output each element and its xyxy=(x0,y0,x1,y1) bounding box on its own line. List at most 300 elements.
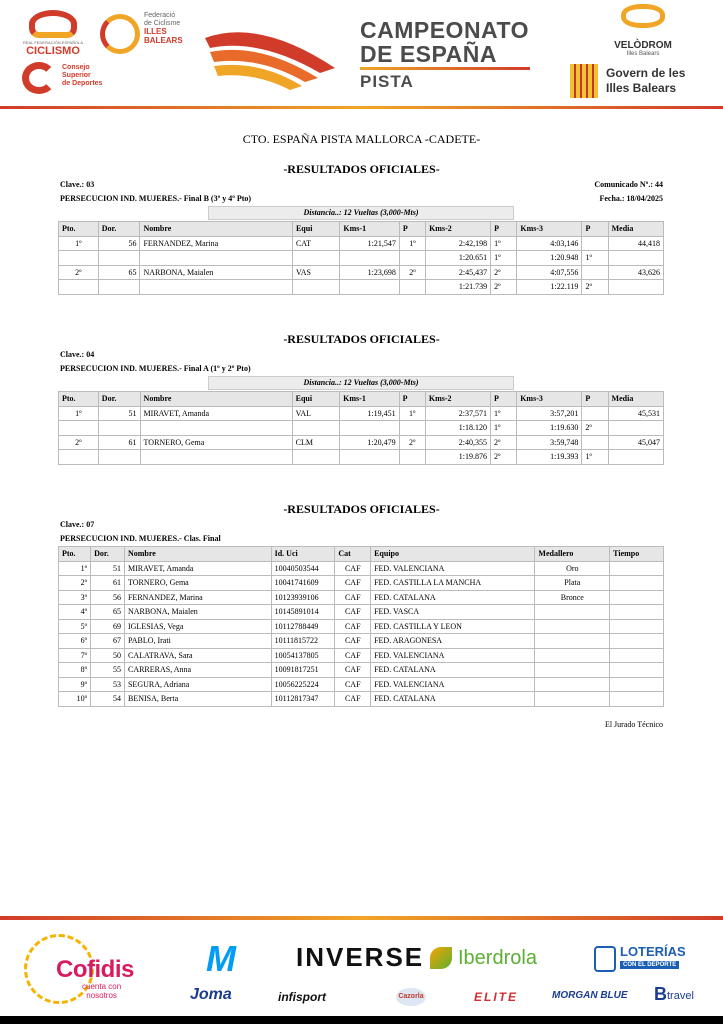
table-row xyxy=(59,265,664,280)
table-cell: 10054137805 xyxy=(271,648,335,663)
table-cell xyxy=(608,280,663,295)
table-cell: 8º xyxy=(59,663,91,678)
table-cell: 55 xyxy=(91,663,125,678)
table-cell: 3º xyxy=(59,590,91,605)
table-cell xyxy=(582,435,608,450)
col-kms2: Kms-2 xyxy=(425,392,490,407)
table-cell: 1:20.651 xyxy=(426,251,491,266)
table-cell: 45,047 xyxy=(608,435,663,450)
table-cell: 51 xyxy=(98,406,140,421)
csd-mark-icon xyxy=(22,62,56,94)
col-media: Media xyxy=(608,222,663,237)
table-cell xyxy=(140,450,292,465)
section3-event: PERSECUCION IND. MUJERES.- Clas. Final xyxy=(60,534,221,543)
fcib-logo xyxy=(100,10,183,60)
rfec-logo xyxy=(18,10,88,62)
col-kms3: Kms-3 xyxy=(517,392,582,407)
table-cell: IGLESIAS, Vega xyxy=(124,619,271,634)
infisport-logo: infisport xyxy=(278,990,326,1004)
table-cell: FED. CASTILLA LA MANCHA xyxy=(371,576,535,591)
col-pto: Pto. xyxy=(59,222,99,237)
table-cell: FERNANDEZ, Marina xyxy=(140,236,292,251)
section3-rows xyxy=(59,561,664,706)
table-cell: NARBONA, Maialen xyxy=(124,605,271,620)
table-cell: CAF xyxy=(335,648,371,663)
table-cell: CLM xyxy=(292,435,340,450)
velodrom-knot-icon xyxy=(621,4,665,28)
table-cell: 4:03,146 xyxy=(517,236,582,251)
table-cell xyxy=(59,450,99,465)
iberdrola-leaf-icon xyxy=(430,947,452,969)
table-cell: 2º xyxy=(582,421,608,436)
table-cell: 1º xyxy=(491,236,517,251)
section3-heading: -RESULTADOS OFICIALES- xyxy=(283,502,440,516)
table-cell xyxy=(399,280,425,295)
championship-wing-icon xyxy=(200,18,340,98)
morgan-blue-logo: MORGAN BLUE xyxy=(552,990,628,1001)
table-cell xyxy=(140,280,292,295)
col-media: Media xyxy=(608,392,663,407)
table-cell: 1º xyxy=(399,236,425,251)
col-nombre: Nombre xyxy=(140,392,292,407)
inverse-logo: INVERSE xyxy=(296,942,425,972)
col-pto: Pto. xyxy=(59,547,91,562)
table-cell: CAT xyxy=(292,236,339,251)
btravel-name: travel xyxy=(667,990,694,1002)
table-cell: 1:20.948 xyxy=(517,251,582,266)
table-cell xyxy=(292,450,340,465)
table-cell: 1:21.739 xyxy=(426,280,491,295)
document-title: CTO. ESPAÑA PISTA MALLORCA -CADETE- xyxy=(242,132,481,146)
table-cell: 10112788449 xyxy=(271,619,335,634)
cofidis-slogan-2: nosotros xyxy=(86,991,117,1000)
table-cell xyxy=(610,576,664,591)
table-cell: CAF xyxy=(335,619,371,634)
table-cell: 2º xyxy=(399,435,425,450)
table-cell: 2:40,355 xyxy=(425,435,490,450)
table-cell xyxy=(340,450,399,465)
table-cell: 54 xyxy=(91,692,125,707)
table-row xyxy=(59,280,664,295)
table-cell xyxy=(399,450,425,465)
govern-logo xyxy=(570,62,700,102)
table-cell: 1º xyxy=(582,251,608,266)
table-cell: CAF xyxy=(335,576,371,591)
col-kms1: Kms-1 xyxy=(340,392,399,407)
govern-line-2: Illes Balears xyxy=(606,81,677,95)
table-cell xyxy=(340,280,399,295)
table-cell: 45,531 xyxy=(608,406,663,421)
table-header-row xyxy=(59,392,664,407)
table-cell xyxy=(59,251,99,266)
col-p1: P xyxy=(399,392,425,407)
table-cell: 1º xyxy=(399,406,425,421)
col-id-uci: Id. Uci xyxy=(271,547,335,562)
table-cell xyxy=(610,605,664,620)
table-header-row xyxy=(59,547,664,562)
championship-title xyxy=(360,18,560,93)
col-p2: P xyxy=(491,222,517,237)
table-header-row xyxy=(59,222,664,237)
csd-line-1: Consejo xyxy=(62,64,90,71)
table-cell: 10040503544 xyxy=(271,561,335,576)
fcib-ring-icon xyxy=(100,14,140,54)
table-cell: FED. CASTILLA Y LEON xyxy=(371,619,535,634)
table-cell: 7º xyxy=(59,648,91,663)
col-dor: Dor. xyxy=(98,392,140,407)
table-cell: 56 xyxy=(98,236,140,251)
bottom-bar xyxy=(0,1016,723,1024)
table-row xyxy=(59,590,664,605)
table-cell xyxy=(98,280,140,295)
page-header xyxy=(0,0,723,110)
footer-divider xyxy=(0,916,723,920)
table-cell: 1:20,479 xyxy=(340,435,399,450)
rfec-name: CICLISMO xyxy=(26,45,80,57)
header-divider xyxy=(0,106,723,109)
table-cell: VAS xyxy=(292,265,339,280)
col-nombre: Nombre xyxy=(140,222,292,237)
velodrom-name: VELÒDROM xyxy=(614,40,672,51)
table-cell: Plata xyxy=(535,576,610,591)
table-cell xyxy=(535,648,610,663)
table-cell: 1:21,547 xyxy=(340,236,399,251)
col-medallero: Medallero xyxy=(535,547,610,562)
table-row xyxy=(59,421,664,436)
govern-line-1: Govern de les xyxy=(606,66,686,80)
iberdrola-name: Iberdrola xyxy=(458,947,537,969)
section3-table xyxy=(58,546,664,707)
table-cell: FED. ARAGONESA xyxy=(371,634,535,649)
col-kms3: Kms-3 xyxy=(517,222,582,237)
table-cell: SEGURA, Adriana xyxy=(124,677,271,692)
table-cell: CAF xyxy=(335,590,371,605)
table-cell: CAF xyxy=(335,561,371,576)
table-cell: FED. VALENCIANA xyxy=(371,648,535,663)
champ-line-1: CAMPEONATO xyxy=(360,17,529,43)
table-cell xyxy=(582,406,608,421)
table-cell: 5º xyxy=(59,619,91,634)
table-cell xyxy=(610,677,664,692)
table-cell: 2º xyxy=(582,280,608,295)
table-cell: 9º xyxy=(59,677,91,692)
table-row xyxy=(59,605,664,620)
section1-distance: Distancia..: 12 Vueltas (3,000-Mts) xyxy=(208,206,514,220)
loterias-logo xyxy=(594,944,694,976)
col-dor: Dor. xyxy=(91,547,125,562)
elite-logo: ELITE xyxy=(474,990,519,1004)
table-cell xyxy=(399,421,425,436)
col-p3: P xyxy=(582,392,608,407)
table-cell: CAF xyxy=(335,634,371,649)
csd-line-3: de Deportes xyxy=(62,80,103,87)
col-pto: Pto. xyxy=(59,392,99,407)
table-cell xyxy=(59,280,99,295)
table-cell: 2º xyxy=(59,265,99,280)
table-cell: 1:19.393 xyxy=(517,450,582,465)
section1-comunicado: Comunicado Nº.: 44 xyxy=(594,180,663,189)
table-cell: 1º xyxy=(582,450,608,465)
table-cell: 10145891014 xyxy=(271,605,335,620)
fcib-text xyxy=(144,12,183,46)
table-cell xyxy=(610,561,664,576)
table-cell: 10º xyxy=(59,692,91,707)
table-row xyxy=(59,251,664,266)
table-cell xyxy=(535,692,610,707)
table-cell xyxy=(582,236,608,251)
table-cell xyxy=(399,251,425,266)
table-cell: 2º xyxy=(59,435,99,450)
section2-table xyxy=(58,391,664,465)
table-cell: NARBONA, Maialen xyxy=(140,265,292,280)
col-p1: P xyxy=(399,222,425,237)
champ-line-3: PISTA xyxy=(360,72,414,91)
table-cell: 1:19.876 xyxy=(425,450,490,465)
loterias-sub: CON EL DEPORTE xyxy=(620,961,679,969)
table-cell: 50 xyxy=(91,648,125,663)
table-row xyxy=(59,677,664,692)
col-tiempo: Tiempo xyxy=(610,547,664,562)
table-row xyxy=(59,576,664,591)
table-cell xyxy=(98,421,140,436)
rfec-mark-icon xyxy=(29,10,77,38)
section1-clave: Clave.: 03 xyxy=(60,180,95,189)
table-cell: CARRERAS, Anna xyxy=(124,663,271,678)
table-cell: 10112817347 xyxy=(271,692,335,707)
table-cell xyxy=(610,648,664,663)
table-cell: 53 xyxy=(91,677,125,692)
table-cell: 65 xyxy=(98,265,140,280)
champ-line-2: DE ESPAÑA xyxy=(360,41,497,67)
table-cell xyxy=(610,692,664,707)
table-cell xyxy=(535,605,610,620)
jurado-signature: El Jurado Técnico xyxy=(604,720,663,729)
table-cell: 56 xyxy=(91,590,125,605)
fcib-line-2: de Ciclisme xyxy=(144,20,181,27)
table-cell: MIRAVET, Amanda xyxy=(124,561,271,576)
table-row xyxy=(59,435,664,450)
col-p3: P xyxy=(582,222,608,237)
fcib-name-1: ILLES xyxy=(144,27,167,36)
table-cell: 69 xyxy=(91,619,125,634)
table-cell: Oro xyxy=(535,561,610,576)
table-cell: 3:59,748 xyxy=(517,435,582,450)
table-cell: 10091817251 xyxy=(271,663,335,678)
table-cell: 4:07,556 xyxy=(517,265,582,280)
table-cell: 6º xyxy=(59,634,91,649)
table-cell: FED. VASCA xyxy=(371,605,535,620)
loterias-name: LOTERÍAS xyxy=(620,944,686,959)
table-cell: 1º xyxy=(491,421,517,436)
table-cell: 1º xyxy=(59,561,91,576)
col-cat: Cat xyxy=(335,547,371,562)
table-row xyxy=(59,236,664,251)
col-equi: Equi xyxy=(292,392,340,407)
table-cell: PABLO, Irati xyxy=(124,634,271,649)
table-row xyxy=(59,406,664,421)
section1-fecha: Fecha.: 18/04/2025 xyxy=(599,194,663,203)
section1-rows xyxy=(59,236,664,294)
section2-heading: -RESULTADOS OFICIALES- xyxy=(283,332,440,346)
fcib-name-2: BALEARS xyxy=(144,36,183,45)
col-kms1: Kms-1 xyxy=(340,222,399,237)
col-dor: Dor. xyxy=(98,222,140,237)
cofidis-slogan-1: cuenta con xyxy=(82,982,122,991)
table-cell xyxy=(535,619,610,634)
table-cell: 51 xyxy=(91,561,125,576)
govern-text xyxy=(606,66,685,96)
table-cell: Bronce xyxy=(535,590,610,605)
table-cell xyxy=(608,251,663,266)
joma-logo: Joma xyxy=(190,986,232,1003)
table-row xyxy=(59,692,664,707)
table-cell: 2º xyxy=(491,265,517,280)
table-cell xyxy=(292,280,339,295)
table-cell: 67 xyxy=(91,634,125,649)
table-cell: CAF xyxy=(335,677,371,692)
table-cell: CAF xyxy=(335,663,371,678)
table-cell: 2º xyxy=(59,576,91,591)
table-cell xyxy=(582,265,608,280)
table-cell xyxy=(292,421,340,436)
table-cell: 2:45,437 xyxy=(426,265,491,280)
table-row xyxy=(59,561,664,576)
table-cell xyxy=(535,677,610,692)
table-cell: 2:37,571 xyxy=(425,406,490,421)
movistar-logo xyxy=(196,938,246,979)
table-cell: 10056225224 xyxy=(271,677,335,692)
table-cell xyxy=(140,251,292,266)
col-equipo: Equipo xyxy=(371,547,535,562)
table-cell: 44,418 xyxy=(608,236,663,251)
table-cell: TORNERO, Gema xyxy=(124,576,271,591)
cofidis-name: Cofidis xyxy=(56,956,134,983)
table-cell: 1º xyxy=(491,406,517,421)
table-cell: MIRAVET, Amanda xyxy=(140,406,292,421)
table-cell: FED. CATALANA xyxy=(371,663,535,678)
section2-event: PERSECUCION IND. MUJERES.- Final A (1º y 2º Pto) xyxy=(60,364,251,373)
section1-table xyxy=(58,221,664,295)
balearic-flag-icon xyxy=(570,64,598,98)
velodrom-sub: Illes Balears xyxy=(626,51,660,57)
table-cell: 1:23,698 xyxy=(340,265,399,280)
table-cell xyxy=(340,421,399,436)
csd-logo xyxy=(22,62,132,98)
table-cell: BENISA, Berta xyxy=(124,692,271,707)
rfec-subtitle: REAL FEDERACIÓN ESPAÑOLA xyxy=(22,40,83,45)
table-cell: TORNERO, Gema xyxy=(140,435,292,450)
section1-heading: -RESULTADOS OFICIALES- xyxy=(283,162,440,176)
table-cell: 3:57,201 xyxy=(517,406,582,421)
table-cell: 61 xyxy=(91,576,125,591)
table-cell: 1:19.630 xyxy=(517,421,582,436)
table-cell: FED. VALENCIANA xyxy=(371,561,535,576)
table-cell: 1º xyxy=(491,251,517,266)
col-nombre: Nombre xyxy=(124,547,271,562)
table-cell xyxy=(98,251,140,266)
table-row xyxy=(59,450,664,465)
section2-rows xyxy=(59,406,664,464)
csd-text xyxy=(62,64,102,88)
wing-graphic xyxy=(200,18,340,98)
cofidis-logo xyxy=(20,930,160,1010)
section2-distance: Distancia..: 12 Vueltas (3,000-Mts) xyxy=(208,376,514,390)
table-cell xyxy=(140,421,292,436)
table-cell: 2º xyxy=(491,450,517,465)
table-cell xyxy=(292,251,339,266)
table-row xyxy=(59,663,664,678)
table-cell: CAF xyxy=(335,605,371,620)
table-cell: 4º xyxy=(59,605,91,620)
table-row xyxy=(59,619,664,634)
table-cell: FERNANDEZ, Marina xyxy=(124,590,271,605)
table-cell xyxy=(608,450,663,465)
table-cell: 43,626 xyxy=(608,265,663,280)
csd-line-2: Superior xyxy=(62,72,91,79)
table-cell xyxy=(535,663,610,678)
table-cell: 1:22.119 xyxy=(517,280,582,295)
champ-divider xyxy=(360,67,530,70)
table-cell: FED. CATALANA xyxy=(371,692,535,707)
table-cell: 1º xyxy=(59,406,99,421)
btravel-b-icon: B xyxy=(654,984,667,1004)
table-cell: 2:42,198 xyxy=(426,236,491,251)
table-cell: 65 xyxy=(91,605,125,620)
table-cell xyxy=(610,634,664,649)
table-cell: 2º xyxy=(491,280,517,295)
col-kms2: Kms-2 xyxy=(426,222,491,237)
table-cell: FED. VALENCIANA xyxy=(371,677,535,692)
table-cell xyxy=(59,421,99,436)
section2-clave: Clave.: 04 xyxy=(60,350,95,359)
cazorla-logo: Cazorla xyxy=(396,988,426,1006)
section1-event: PERSECUCION IND. MUJERES.- Final B (3º y 4º Pto) xyxy=(60,194,252,203)
fcib-line-1: Federació xyxy=(144,12,176,19)
cofidis-slogan xyxy=(82,982,121,1000)
table-cell: 10123939106 xyxy=(271,590,335,605)
btravel-logo xyxy=(654,984,704,1008)
col-equi: Equi xyxy=(292,222,339,237)
movistar-m-icon: M xyxy=(206,938,236,979)
table-cell xyxy=(608,421,663,436)
table-cell: 61 xyxy=(98,435,140,450)
table-cell: 1º xyxy=(59,236,99,251)
table-cell xyxy=(610,590,664,605)
table-cell: VAL xyxy=(292,406,340,421)
loterias-hand-icon xyxy=(594,946,616,972)
section3-clave: Clave.: 07 xyxy=(60,520,95,529)
col-p2: P xyxy=(491,392,517,407)
table-cell: 2º xyxy=(399,265,425,280)
table-row xyxy=(59,634,664,649)
table-cell: 10111815722 xyxy=(271,634,335,649)
iberdrola-logo xyxy=(430,945,560,975)
table-cell xyxy=(340,251,399,266)
table-cell: 10041741609 xyxy=(271,576,335,591)
velodrom-logo xyxy=(598,4,688,60)
table-row xyxy=(59,648,664,663)
table-cell xyxy=(610,663,664,678)
table-cell: 2º xyxy=(491,435,517,450)
table-cell xyxy=(535,634,610,649)
table-cell: CAF xyxy=(335,692,371,707)
table-cell: CALATRAVA, Sara xyxy=(124,648,271,663)
table-cell: 1:19,451 xyxy=(340,406,399,421)
table-cell xyxy=(610,619,664,634)
table-cell xyxy=(98,450,140,465)
table-cell: 1:18.120 xyxy=(425,421,490,436)
table-cell: FED. CATALANA xyxy=(371,590,535,605)
